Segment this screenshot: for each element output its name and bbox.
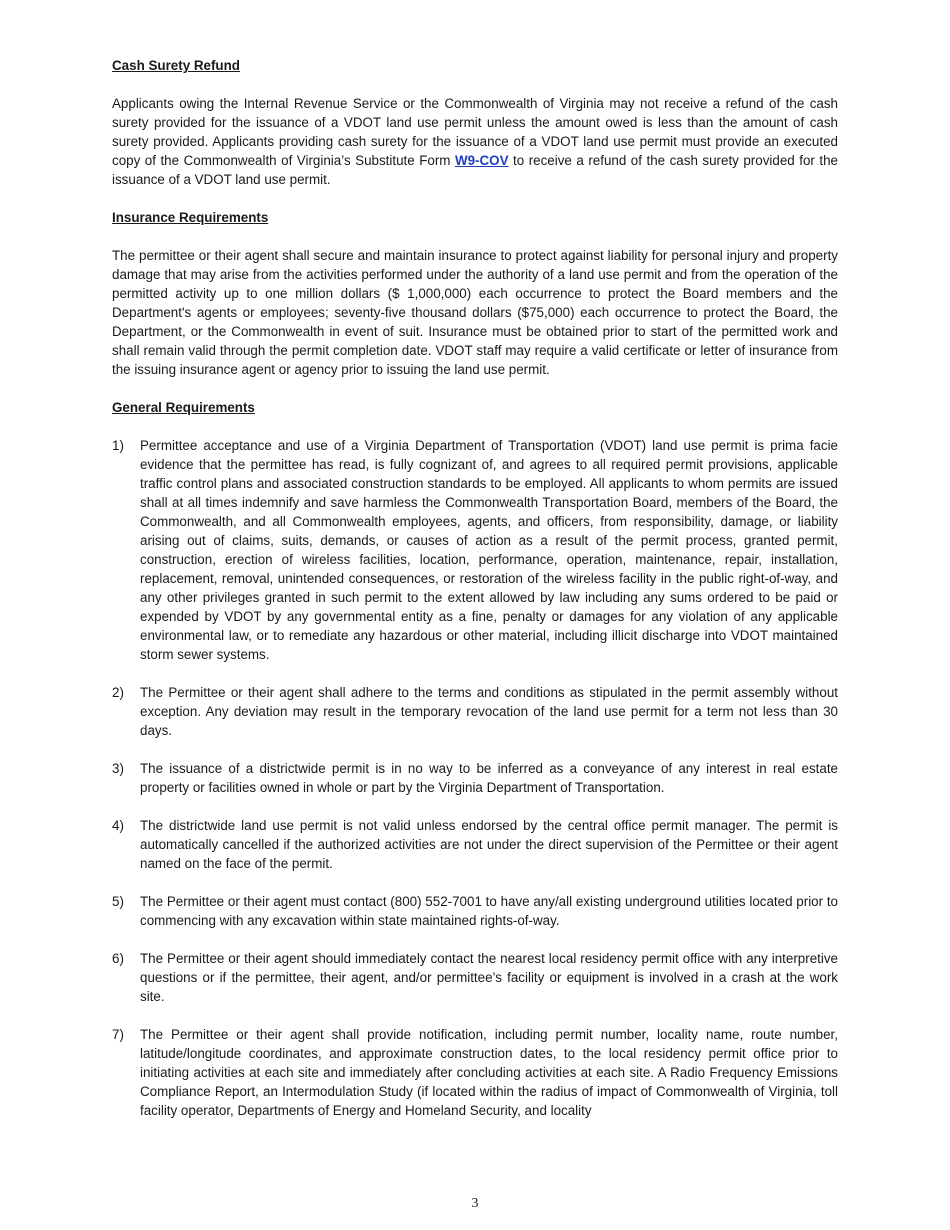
requirement-item-2 <box>112 683 838 740</box>
requirement-text: The Permittee or their agent must contact (800) 552-7001 to have any/all existing underground utilities located prior to commencing with any excavation within state maintained rights-of-way. <box>140 894 838 928</box>
cash-surety-text-before: Applicants owing the Internal Revenue Service or the Commonwealth of Virginia may not receive a refund of the cash surety provided for the issuance of a VDOT land use permit unless the amount owed is less than the amount of cash surety provided. Applicants providing cash surety for the issuance of a VDOT land use permit must provide an executed copy of the Commonwealth of Virginia’s Substitute Form <box>112 96 838 168</box>
w9-cov-link[interactable]: W9-COV <box>454 153 509 168</box>
page-content <box>112 56 838 1120</box>
insurance-paragraph: The permittee or their agent shall secure and maintain insurance to protect against liability for personal injury and property damage that may arise from the activities performed under the authority of a land use permit and from the operation of the permitted activity up to one million dollars ($ 1,000,000) each occurrence to protect the Board members and the Department's agents or employees; seventy-five thousand dollars ($75,000) each occurrence to protect the Board, the Department, or the Commonwealth in event of suit. Insurance must be obtained prior to start of the permitted work and shall remain valid through the permit completion date. VDOT staff may require a valid certificate or letter of insurance from the issuing insurance agent or agency prior to issuing the land use permit. <box>112 248 838 377</box>
page-number: 3 <box>471 1196 479 1211</box>
general-requirements-heading: General Requirements <box>112 400 255 415</box>
requirement-number: 2) <box>112 685 124 700</box>
requirement-text: The Permittee or their agent should immediately contact the nearest local residency permit office with any interpretive questions or if the permittee, their agent, and/or permittee’s facility or equipment is involved in a crash at the work site. <box>140 951 838 1004</box>
requirement-item-5 <box>112 892 838 930</box>
requirement-number: 3) <box>112 761 124 776</box>
cash-surety-heading: Cash Surety Refund <box>112 58 240 73</box>
requirement-text: The districtwide land use permit is not valid unless endorsed by the central office permit manager. The permit is automatically cancelled if the authorized activities are not under the direct supervision of the Permittee or their agent named on the face of the permit. <box>140 818 838 871</box>
requirement-number: 5) <box>112 894 124 909</box>
cash-surety-text-after: to receive a refund of the cash surety provided for the issuance of a VDOT land use permit. <box>112 153 838 187</box>
requirement-item-7 <box>112 1025 838 1120</box>
requirement-item-4 <box>112 816 838 873</box>
requirement-text: The Permittee or their agent shall provide notification, including permit number, locality name, route number, latitude/longitude coordinates, and approximate construction dates, to the local residency permit office prior to initiating activities at each site and immediately after concluding activities at each site. A Radio Frequency Emissions Compliance Report, an Intermodulation Study (if located within the radius of impact of Commonwealth of Virginia, toll facility operator, Departments of Energy and Homeland Security, and locality <box>140 1027 838 1118</box>
insurance-heading: Insurance Requirements <box>112 210 269 225</box>
requirement-number: 1) <box>112 438 124 453</box>
cash-surety-paragraph <box>112 94 838 189</box>
requirement-text: The issuance of a districtwide permit is in no way to be inferred as a conveyance of any interest in real estate property or facilities owned in whole or part by the Virginia Department of Transportation. <box>140 761 838 795</box>
requirement-number: 6) <box>112 951 124 966</box>
requirement-text: The Permittee or their agent shall adhere to the terms and conditions as stipulated in the permit assembly without exception. Any deviation may result in the temporary revocation of the land use permit for a term not less than 30 days. <box>140 685 838 738</box>
requirement-item-1 <box>112 436 838 664</box>
requirement-item-6 <box>112 949 838 1006</box>
requirement-item-3 <box>112 759 838 797</box>
requirement-number: 4) <box>112 818 124 833</box>
requirement-number: 7) <box>112 1027 124 1042</box>
requirement-text: Permittee acceptance and use of a Virginia Department of Transportation (VDOT) land use permit is prima facie evidence that the permittee has read, is fully cognizant of, and agrees to all required permit provisions, applicable traffic control plans and associated construction standards to be employed. All applicants to whom permits are issued shall at all times indemnify and save harmless the Commonwealth Transportation Board, members of the Board, the Commonwealth, and all Commonwealth employees, agents, and officers, from responsibility, damage, or liability arising out of claims, suits, demands, or causes of action as a result of the permit process, granted permit, construction, erection of wireless facilities, location, performance, operation, maintenance, repair, installation, replacement, removal, unintended consequences, or restoration of the wireless facility in the public right-of-way, and any other privileges granted in such permit to the extent allowed by law including any sums ordered to be paid or expended by VDOT by any governmental entity as a fine, penalty or damages for any violation of any applicable environmental law, or to remediate any hazardous or other material, including illicit discharge into VDOT maintained storm sewer systems. <box>140 438 838 662</box>
